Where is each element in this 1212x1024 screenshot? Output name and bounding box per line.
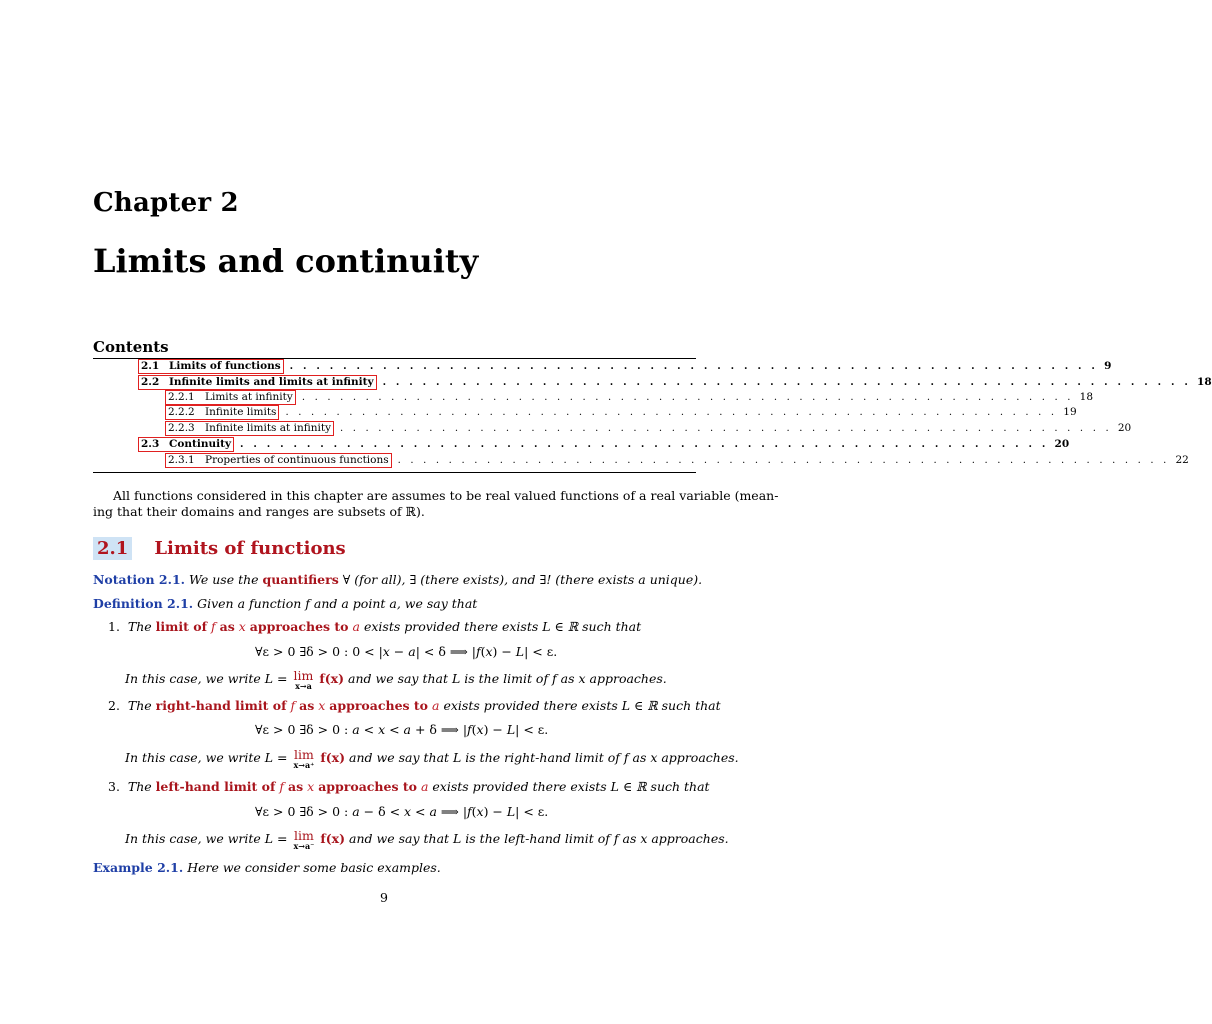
toc-link[interactable] <box>165 421 334 436</box>
toc-entry <box>138 359 1112 374</box>
toc-entry <box>165 405 1077 420</box>
conclusion-post: and we say that 𝐿 is the right-hand limit of 𝑓 as 𝑥 approaches. <box>349 750 739 765</box>
item-var-x: 𝑥 <box>238 619 246 634</box>
item-term: approaches to <box>318 779 417 794</box>
toc-entry-title: Infinite limits at infinity <box>205 422 331 434</box>
definition-item-3 <box>108 778 710 795</box>
toc-entry-title: Infinite limits <box>205 406 277 418</box>
definition-item-2 <box>108 697 721 714</box>
example-label[interactable]: Example 2.1. <box>93 860 184 875</box>
section-title: Limits of functions <box>154 537 346 559</box>
toc-entry-title: Infinite limits and limits at infinity <box>169 376 374 388</box>
item-post: exists provided there exists 𝐿 ∈ ℝ such that <box>363 619 642 634</box>
lim-subscript: x→a <box>295 681 312 691</box>
item-1-conclusion <box>125 670 667 690</box>
toc-entry-page: 18 <box>1079 391 1094 403</box>
item-term: limit of <box>155 619 207 634</box>
example <box>93 859 441 876</box>
formula-3: ∀ε > 0 ∃δ > 0 : 𝑎 − δ < 𝑥 < 𝑎 ⟹ |𝑓(𝑥) − 𝐿| < ε. <box>255 804 549 819</box>
item-var-f: 𝑓 <box>279 779 285 794</box>
item-term: as <box>288 779 304 794</box>
item-var-f: 𝑓 <box>290 698 296 713</box>
item-var-x: 𝑥 <box>318 698 326 713</box>
conclusion-pre: In this case, we write 𝐿 = <box>125 750 288 765</box>
item-pre: The <box>127 698 152 713</box>
toc-link[interactable] <box>165 453 392 468</box>
toc-leader-dots: . . . . . . . . . . . . . . . . . . . . . . . . . . . . . . . . . . . . . . . . . . . . . . . . . . . . . . . . . . . . . <box>397 455 1170 466</box>
toc-entry-number: 2.2.3 <box>168 422 195 434</box>
item-term: as <box>299 698 315 713</box>
lim-subscript: x→a⁻ <box>293 841 315 851</box>
section-number: 2.1 <box>93 537 132 560</box>
lim-subscript: x→a⁺ <box>293 760 315 770</box>
item-var-a: 𝑎 <box>420 779 429 794</box>
toc-link[interactable] <box>138 375 377 390</box>
toc-entry-title: Continuity <box>169 438 232 450</box>
limit-operator <box>294 670 314 690</box>
definition-label[interactable]: Definition 2.1. <box>93 596 194 611</box>
toc-entry-title: Properties of continuous functions <box>205 454 389 466</box>
lim-word: lim <box>294 828 314 843</box>
item-var-a: 𝑎 <box>432 698 440 713</box>
conclusion-pre: In this case, we write 𝐿 = <box>125 831 288 846</box>
lim-word: lim <box>294 747 314 762</box>
contents-bottom-rule <box>93 472 696 473</box>
intro-line-2: ing that their domains and ranges are subsets of ℝ). <box>93 504 425 519</box>
conclusion-post: and we say that 𝐿 is the limit of 𝑓 as 𝑥 approaches. <box>348 671 667 686</box>
toc-entry-page: 18 <box>1197 376 1212 388</box>
toc-entry-number: 2.1 <box>141 360 160 372</box>
conclusion-post: and we say that 𝐿 is the left-hand limit of 𝑓 as 𝑥 approaches. <box>349 831 729 846</box>
toc-leader-dots: . . . . . . . . . . . . . . . . . . . . . . . . . . . . . . . . . . . . . . . . . . . . . . . . . . . . . . . . . . . . . <box>240 439 1049 450</box>
limit-function: f(x) <box>320 750 346 765</box>
page-number: 9 <box>380 890 388 905</box>
toc-entry <box>138 375 1212 390</box>
notation-label[interactable]: Notation 2.1. <box>93 572 186 587</box>
toc-link[interactable] <box>138 359 284 374</box>
contents-heading: Contents <box>93 338 169 356</box>
toc-entry-page: 19 <box>1063 406 1077 418</box>
toc-leader-dots: . . . . . . . . . . . . . . . . . . . . . . . . . . . . . . . . . . . . . . . . . . . . . . . . . . . . . . . . . . . . . <box>382 377 1192 388</box>
item-var-a: 𝑎 <box>352 619 360 634</box>
toc-entry <box>165 421 1132 436</box>
item-marker: 1. <box>108 619 120 634</box>
item-term: approaches to <box>329 698 429 713</box>
notation-pre: We use the <box>189 572 259 587</box>
limit-operator <box>294 749 315 769</box>
chapter-label: Chapter 2 <box>93 188 239 218</box>
item-term: left-hand limit of <box>155 779 276 794</box>
notation-post: ∀ (for all), ∃ (there exists), and ∃! (there exists a unique). <box>342 572 703 587</box>
definition-item-1 <box>108 618 641 635</box>
limit-function: f(x) <box>320 831 346 846</box>
conclusion-pre: In this case, we write 𝐿 = <box>125 671 288 686</box>
item-var-x: 𝑥 <box>307 779 315 794</box>
item-post: exists provided there exists 𝐿 ∈ ℝ such that <box>443 698 721 713</box>
item-var-f: 𝑓 <box>210 619 216 634</box>
intro-line-1: All functions considered in this chapter are assumes to be real valued functions of a real variable (mean- <box>113 488 779 503</box>
limit-operator <box>294 830 315 850</box>
chapter-title: Limits and continuity <box>93 242 479 280</box>
toc-leader-dots: . . . . . . . . . . . . . . . . . . . . . . . . . . . . . . . . . . . . . . . . . . . . . . . . . . . . . . . . . . . . . <box>301 392 1074 403</box>
toc-link[interactable] <box>138 437 234 452</box>
item-pre: The <box>127 779 152 794</box>
toc-entry-page: 22 <box>1175 454 1189 466</box>
item-term: as <box>219 619 235 634</box>
toc-entry-page: 20 <box>1054 438 1070 450</box>
toc-entry <box>138 437 1070 452</box>
toc-leader-dots: . . . . . . . . . . . . . . . . . . . . . . . . . . . . . . . . . . . . . . . . . . . . . . . . . . . . . . . . . . . . . <box>340 423 1112 434</box>
toc-entry-number: 2.3.1 <box>168 454 195 466</box>
definition-text: Given a function 𝑓 and a point 𝑎, we say that <box>197 596 478 611</box>
formula-1: ∀ε > 0 ∃δ > 0 : 0 < |𝑥 − 𝑎| < δ ⟹ |𝑓(𝑥) − 𝐿| < ε. <box>255 644 558 659</box>
toc-entry-title: Limits at infinity <box>205 391 293 403</box>
item-pre: The <box>127 619 152 634</box>
definition <box>93 595 477 612</box>
limit-function: f(x) <box>319 671 345 686</box>
toc-leader-dots: . . . . . . . . . . . . . . . . . . . . . . . . . . . . . . . . . . . . . . . . . . . . . . . . . . . . . . . . . . . . . <box>289 361 1099 372</box>
toc-link[interactable] <box>165 390 296 405</box>
toc-entry-page: 9 <box>1104 360 1112 372</box>
toc-entry-page: 20 <box>1117 422 1132 434</box>
example-text: Here we consider some basic examples. <box>187 860 441 875</box>
item-2-conclusion <box>125 749 739 769</box>
toc-entry-number: 2.2.2 <box>168 406 195 418</box>
toc-entry-number: 2.2 <box>141 376 160 388</box>
toc-entry <box>165 453 1189 468</box>
toc-entry-number: 2.2.1 <box>168 391 195 403</box>
toc-entry-number: 2.3 <box>141 438 160 450</box>
item-term: right-hand limit of <box>155 698 287 713</box>
toc-entry <box>165 390 1094 405</box>
section-heading <box>93 536 346 560</box>
toc-leader-dots: . . . . . . . . . . . . . . . . . . . . . . . . . . . . . . . . . . . . . . . . . . . . . . . . . . . . . . . . . . . . . <box>285 407 1058 418</box>
item-marker: 3. <box>108 779 120 794</box>
item-term: approaches to <box>249 619 349 634</box>
lim-word: lim <box>293 668 314 683</box>
toc-link[interactable] <box>165 405 279 420</box>
item-3-conclusion <box>125 830 729 850</box>
formula-2: ∀ε > 0 ∃δ > 0 : 𝑎 < 𝑥 < 𝑎 + δ ⟹ |𝑓(𝑥) − 𝐿| < ε. <box>255 722 549 737</box>
notation-term: quantifiers <box>262 572 339 587</box>
notation <box>93 571 702 588</box>
item-post: exists provided there exists 𝐿 ∈ ℝ such that <box>432 779 710 794</box>
toc-entry-title: Limits of functions <box>169 360 281 372</box>
item-marker: 2. <box>108 698 120 713</box>
